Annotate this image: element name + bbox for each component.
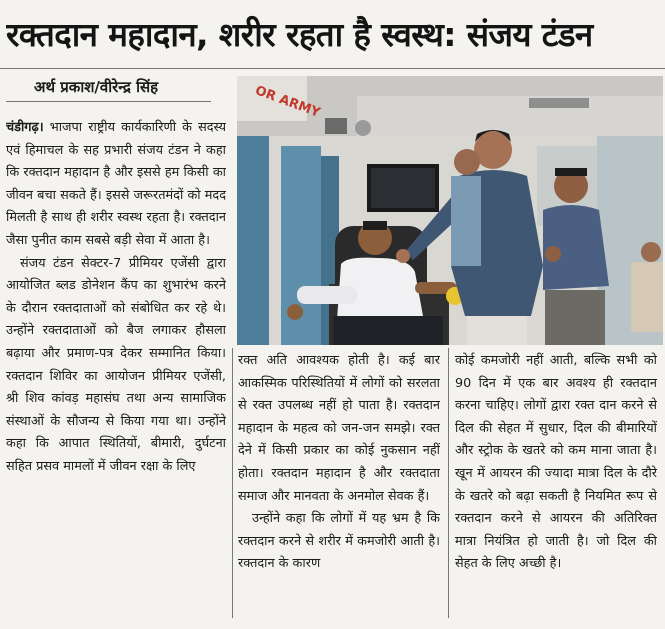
banner-text: OR ARMY xyxy=(252,83,323,121)
column-divider-2 xyxy=(448,348,449,618)
column-1 xyxy=(6,117,226,619)
column-divider-1 xyxy=(232,348,233,618)
paragraph-1 xyxy=(6,117,226,253)
news-photo xyxy=(237,76,663,345)
paragraph-4: उन्होंने कहा कि लोगों में यह भ्रम है कि रक्तदान करने से शरीर में कमजोरी आती है। रक्तदान के कारण xyxy=(238,511,440,572)
dateline: चंडीगढ़। xyxy=(6,120,44,135)
byline-rule xyxy=(6,101,211,102)
column-3 xyxy=(455,350,657,620)
byline: अर्थ प्रकाश/वीरेन्द्र सिंह xyxy=(34,78,159,96)
paragraph-3: रक्त अति आवश्यक होती है। कई बार आकस्मिक परिस्थितियों में लोगों को सरलता से रक्त उपलब्ध नहीं हो पाता है। रक्तदान महादान के महत्व को जन-जन समझे। रक्त देने में किसी प्रकार का कोई नुकसान नहीं होता। रक्तदान महादान है और रक्तदाता समाज और मानवता के अनमोल सेवक हैं। xyxy=(238,353,440,504)
paragraph-2: संजय टंडन सेक्टर-7 प्रीमियर एजेंसी द्वारा आयोजित ब्लड डोनेशन कैंप का शुभारंभ करने के दौरान रक्तदाताओं को संबोधित कर रहे थे। उन्होंने रक्तदाताओं को बैज लगाकर हौसला बढ़ाया और प्रमाण-पत्र देकर सम्मानित किया। रक्तदान शिविर का आयोजन प्रीमियर एजेंसी, श्री शिव कांवड़ महासंघ तथा अन्य सामाजिक संस्थाओं के सौजन्य से किया गया था। उन्होंने कहा कि आपात स्थितियों, बीमारी, दुर्घटना सहित प्रसव मामलों में जीवन रक्षा के लिए xyxy=(6,255,226,474)
paragraph-5: कोई कमजोरी नहीं आती, बल्कि सभी को 90 दिन में एक बार अवश्य ही रक्तदान करना चाहिए। लोगों द्वारा रक्त दान करने से दिल की सेहत में सुधार, दिल की बीमारियों और स्ट्रोक के खतरे को कम माना जाता है। खून में आयरन की ज्यादा मात्रा दिल के दौरे के खतरे को बढ़ा सकती है नियमित रूप से रक्तदान करने से आयरन की अतिरिक्त मात्रा नियंत्रित हो जाती है। जो दिल की सेहत के लिए अच्छी है। xyxy=(455,353,657,572)
headline: रक्तदान महादान, शरीर रहता है स्वस्थ: संजय टंडन xyxy=(6,15,593,54)
headline-rule xyxy=(0,68,665,69)
column-2 xyxy=(238,350,440,620)
paragraph-1-text: भाजपा राष्ट्रीय कार्यकारिणी के सदस्य एवं हिमाचल के सह प्रभारी संजय टंडन ने कहा कि रक्तदान महादान है और इससे हम किसी का जीवन बचा सकते हैं। इससे जरूरतमंदों को मदद मिलती है साथ ही शरीर स्वस्थ रहता है। रक्तदान जैसा पुनीत काम सबसे बड़ी सेवा में आता है। xyxy=(6,120,226,248)
